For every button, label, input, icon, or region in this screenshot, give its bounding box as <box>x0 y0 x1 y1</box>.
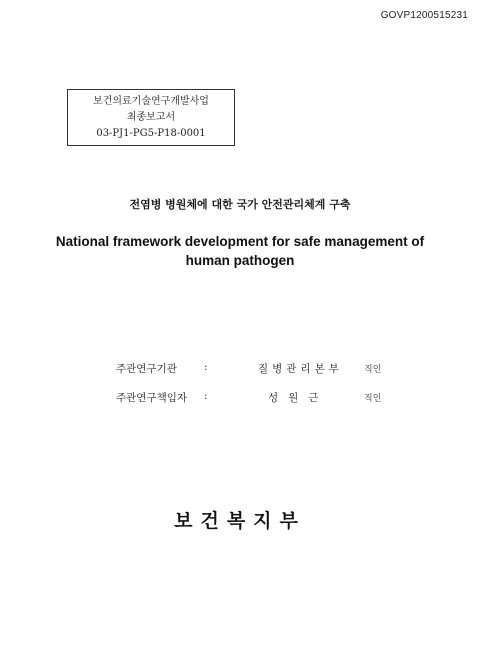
lead-institution-value: 질병관리본부 <box>258 363 343 375</box>
report-info-box <box>67 89 235 146</box>
principal-investigator-label: 주관연구책임자 <box>116 392 188 404</box>
program-name: 보건의료기술연구개발사업 <box>93 95 209 107</box>
principal-investigator-seal: 직인 <box>364 394 382 404</box>
ministry-name: 보건복지부 <box>174 510 306 532</box>
title-english-line1: National framework development for safe management of <box>55 234 425 249</box>
principal-investigator-row <box>116 390 416 406</box>
title-english-line2: human pathogen <box>185 253 295 268</box>
lead-institution-colon: : <box>204 361 208 373</box>
project-code: 03-PJ1-PG5-P18-0001 <box>96 127 206 139</box>
lead-institution-seal: 직인 <box>364 365 382 375</box>
lead-institution-row <box>116 361 416 377</box>
document-id: GOVP1200515231 <box>380 10 468 21</box>
lead-institution-label: 주관연구기관 <box>116 363 177 375</box>
principal-investigator-value: 성원근 <box>268 392 329 404</box>
title-korean: 전염병 병원체에 대한 국가 안전관리체계 구축 <box>129 198 351 211</box>
principal-investigator-colon: : <box>204 390 208 402</box>
title-english <box>40 232 440 270</box>
report-type: 최종보고서 <box>126 111 176 123</box>
